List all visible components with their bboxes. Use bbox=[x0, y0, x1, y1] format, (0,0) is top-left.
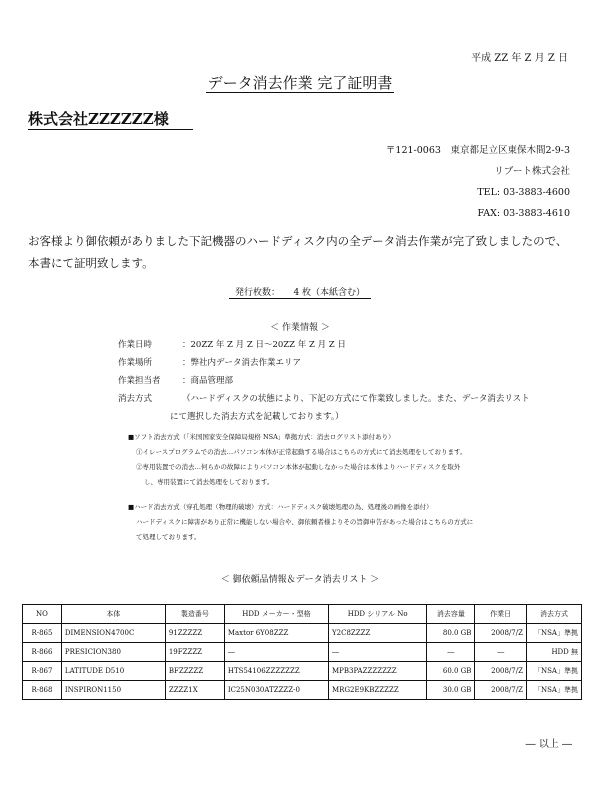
work-info bbox=[118, 336, 530, 426]
cell-model: PRESICION380 bbox=[61, 643, 165, 662]
soft-erase-item-2-cont: し、専用装置にて消去処理をしております。 bbox=[144, 478, 274, 486]
work-label: 作業日時 bbox=[118, 340, 153, 350]
cell-hdd-serial: MRG2E9KBZZZZZ bbox=[329, 681, 427, 700]
hard-erase-section bbox=[128, 500, 473, 545]
cell-method: 「NSA」準拠 bbox=[526, 624, 581, 643]
end-mark: ― 以上 ― bbox=[525, 739, 572, 750]
sender-company: リブート株式会社 bbox=[494, 166, 570, 177]
erase-list-heading: ＜ 御依頼品情報＆データ消去リスト ＞ bbox=[220, 575, 380, 585]
work-value: ：商品管理部 bbox=[182, 376, 234, 386]
client-name: 株式会社ZZZZZZ様 bbox=[28, 108, 193, 130]
cell-method: 「NSA」準拠 bbox=[526, 681, 581, 700]
certificate-text: お客様より御依頼がありました下記機器のハードディスク内の全データ消去作業が完了致しましたので、本書にて証明致します。 bbox=[28, 234, 568, 270]
cell-hdd-serial: ― bbox=[329, 643, 427, 662]
method-continued: にて選択した消去方式を記載しております。） bbox=[170, 412, 344, 422]
table-row bbox=[23, 624, 582, 643]
cell-date: ― bbox=[475, 643, 527, 662]
cell-model: LATITUDE D510 bbox=[61, 662, 165, 681]
sender-address: 〒121-0063 東京都足立区東保木間2-9-3 bbox=[385, 145, 570, 156]
hard-erase-line-2: て処理しております。 bbox=[136, 533, 201, 541]
col-capacity: 消去容量 bbox=[427, 605, 475, 624]
issue-count-text: 発行枚数： 4 枚（本紙含む） bbox=[229, 288, 371, 299]
col-serial: 製造番号 bbox=[165, 605, 224, 624]
cell-no: R-868 bbox=[23, 681, 62, 700]
sender-block bbox=[386, 140, 570, 224]
cell-capacity: 60.0 GB bbox=[427, 662, 475, 681]
sender-tel: TEL: 03-3883-4600 bbox=[477, 187, 570, 198]
cell-model: INSPIRON1150 bbox=[61, 681, 165, 700]
col-method: 消去方式 bbox=[526, 605, 581, 624]
cell-hdd-maker: HTS54106ZZZZZZZ bbox=[224, 662, 328, 681]
cell-hdd-maker: ― bbox=[224, 643, 328, 662]
cell-hdd-maker: IC25N030ATZZZZ-0 bbox=[224, 681, 328, 700]
soft-erase-item-1: ①イレースプログラムでの消去…パソコン本体が正常起動する場合はこちらの方式にて消去処理をしております。 bbox=[136, 448, 467, 456]
work-row-staff bbox=[118, 372, 530, 390]
cell-capacity: 30.0 GB bbox=[427, 681, 475, 700]
cell-no: R-867 bbox=[23, 662, 62, 681]
col-hdd-serial: HDD シリアル No bbox=[329, 605, 427, 624]
issue-date: 平成 ZZ 年 Z 月 Z 日 bbox=[471, 53, 568, 64]
table-row bbox=[23, 662, 582, 681]
col-no: NO bbox=[23, 605, 62, 624]
cell-capacity: ― bbox=[427, 643, 475, 662]
col-hdd-maker: HDD メーカー・型格 bbox=[224, 605, 328, 624]
cell-serial: 19FZZZZ bbox=[165, 643, 224, 662]
page-title bbox=[0, 72, 600, 93]
col-model: 本体 bbox=[61, 605, 165, 624]
work-value: ：弊社内データ消去作業エリア bbox=[182, 358, 302, 368]
cell-method: HDD 無 bbox=[526, 643, 581, 662]
work-value: ：20ZZ 年 Z 月 Z 日〜20ZZ 年 Z 月 Z 日 bbox=[182, 340, 346, 350]
cell-capacity: 80.0 GB bbox=[427, 624, 475, 643]
issue-count bbox=[0, 285, 600, 298]
work-label: 消去方式 bbox=[118, 394, 153, 404]
work-label: 作業担当者 bbox=[118, 376, 161, 386]
table-row bbox=[23, 681, 582, 700]
cell-serial: BFZZZZZ bbox=[165, 662, 224, 681]
title-text: データ消去作業 完了証明書 bbox=[207, 74, 393, 92]
soft-erase-item-2: ②専用装置での消去…何らかの故障によりパソコン本体が起動しなかった場合は本体よりハードディスクを取外 bbox=[136, 463, 461, 471]
cell-serial: ZZZZ1X bbox=[165, 681, 224, 700]
work-row-datetime bbox=[118, 336, 530, 354]
hard-erase-line-1: ハードディスクに障害があり正常に機能しない場合や、御依頼者様よりその旨御申告があった場合はこちらの方式に bbox=[136, 518, 474, 526]
work-label: 作業場所 bbox=[118, 358, 153, 368]
table-header-row bbox=[23, 605, 582, 624]
soft-erase-title: ■ソフト消去方式（「米国国家安全保障局規格 NSA」準拠方式：消去ログリスト添付あり） bbox=[128, 433, 395, 441]
cell-serial: 91ZZZZZ bbox=[165, 624, 224, 643]
work-row-location bbox=[118, 354, 530, 372]
erase-list-table bbox=[22, 604, 582, 700]
col-date: 作業日 bbox=[475, 605, 527, 624]
cell-date: 2008/7/Z bbox=[475, 662, 527, 681]
cell-no: R-866 bbox=[23, 643, 62, 662]
sender-fax: FAX: 03-3883-4610 bbox=[477, 208, 570, 219]
work-info-heading: ＜ 作業情報 ＞ bbox=[270, 323, 330, 333]
table-row bbox=[23, 643, 582, 662]
cell-model: DIMENSION4700C bbox=[61, 624, 165, 643]
cell-hdd-serial: Y2C8ZZZZ bbox=[329, 624, 427, 643]
work-row-method bbox=[118, 390, 530, 408]
hard-erase-title: ■ハード消去方式（穿孔処理（物理的破壊）方式：ハードディスク破壊処理の為、処理後の画像を添付） bbox=[128, 503, 433, 511]
cell-method: 「NSA」準拠 bbox=[526, 662, 581, 681]
cell-hdd-maker: Maxtor 6Y08ZZZ bbox=[224, 624, 328, 643]
cell-hdd-serial: MPB3PAZZZZZZZ bbox=[329, 662, 427, 681]
cell-no: R-865 bbox=[23, 624, 62, 643]
soft-erase-section bbox=[128, 430, 466, 490]
work-value: （ハードディスクの状態により、下記の方式にて作業致しました。また、データ消去リスト bbox=[182, 394, 530, 404]
cell-date: 2008/7/Z bbox=[475, 624, 527, 643]
cell-date: 2008/7/Z bbox=[475, 681, 527, 700]
